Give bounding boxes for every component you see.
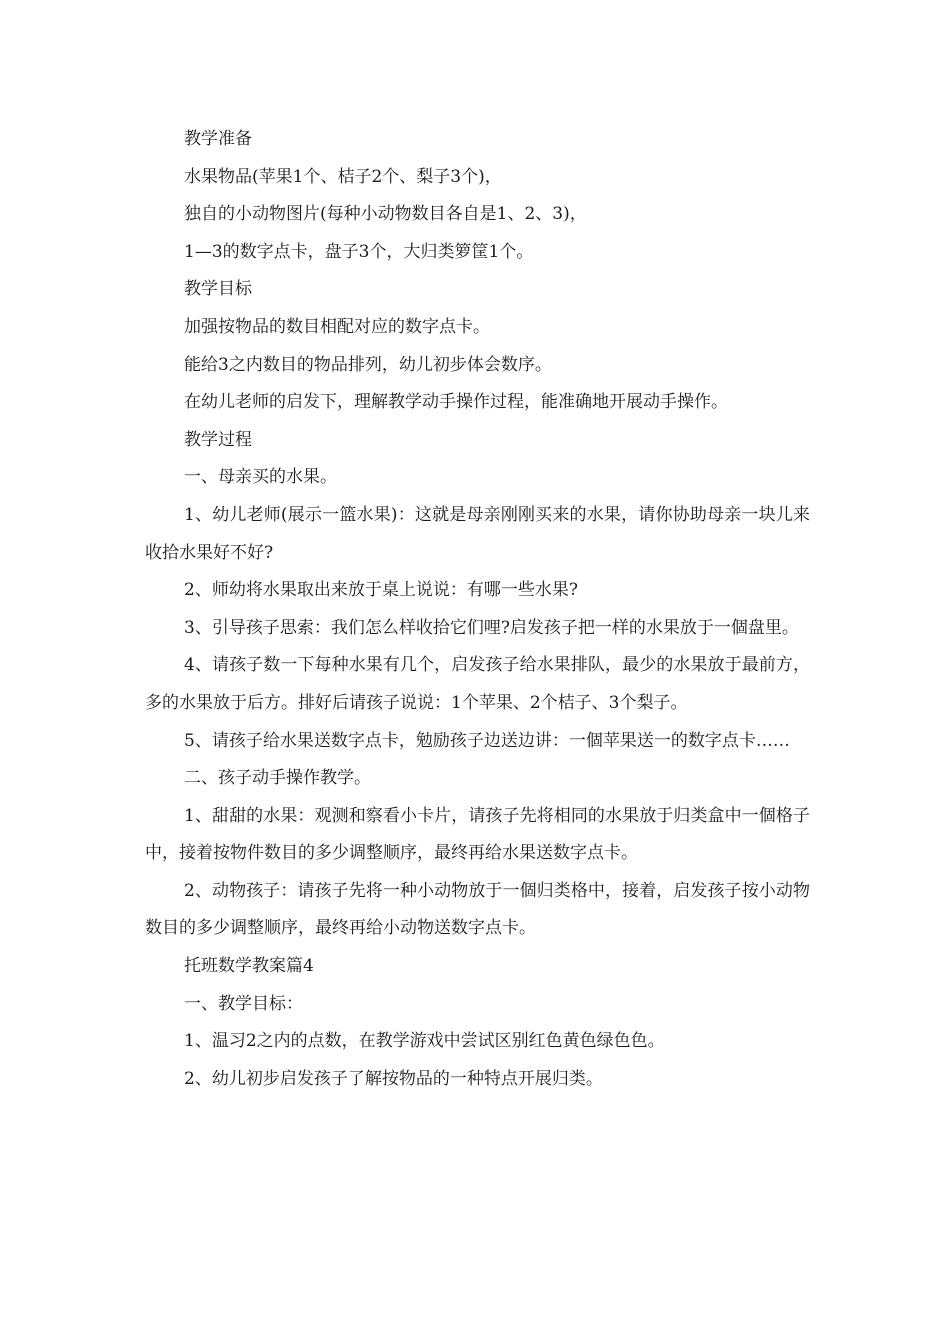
paragraph: 一、教学目标： bbox=[184, 993, 303, 1014]
paragraph: 3、引导孩子思索：我们怎么样收拾它们哩?启发孩子把一样的水果放于一個盘里。 bbox=[184, 617, 799, 638]
paragraph: 2、师幼将水果取出来放于桌上说说：有哪一些水果? bbox=[184, 580, 578, 601]
paragraph: 在幼儿老师的启发下，理解教学动手操作过程，能准确地开展动手操作。 bbox=[184, 392, 728, 413]
paragraph: 一、母亲买的水果。 bbox=[184, 467, 337, 488]
paragraph: 能给3之内数目的物品排列，幼儿初步体会数序。 bbox=[184, 354, 552, 375]
paragraph: 独自的小动物图片(每种小动物数目各自是1、2、3)， bbox=[184, 204, 587, 225]
paragraph: 水果物品(苹果1个、桔子2个、梨子3个)， bbox=[184, 166, 502, 187]
section-heading-objectives: 教学目标 bbox=[184, 279, 252, 300]
paragraph: 2、幼儿初步启发孩子了解按物品的一种特点开展归类。 bbox=[184, 1068, 603, 1089]
paragraph: 5、请孩子给水果送数字点卡，勉励孩子边送边讲：一個苹果送一的数字点卡…… bbox=[184, 730, 790, 751]
paragraph: 2、动物孩子：请孩子先将一种小动物放于一個归类格中，接着，启发孩子按小动物数目的多少调整顺序，最终再给小动物送数字点卡。 bbox=[145, 880, 810, 939]
paragraph: 1、温习2之内的点数，在教学游戏中尝试区别红色黄色绿色色。 bbox=[184, 1031, 665, 1052]
paragraph: 1、甜甜的水果：观测和察看小卡片，请孩子先将相同的水果放于归类盒中一個格子中，接着按物件数目的多少调整顺序，最终再给水果送数字点卡。 bbox=[145, 805, 810, 864]
section-heading-preparation: 教学准备 bbox=[184, 129, 252, 149]
paragraph: 4、请孩子数一下每种水果有几个，启发孩子给水果排队，最少的水果放于最前方，多的水果放于后方。排好后请孩子说说：1个苹果、2个桔子、3个梨子。 bbox=[145, 655, 810, 713]
paragraph: 二、孩子动手操作教学。 bbox=[184, 768, 371, 789]
document-body bbox=[145, 121, 810, 1098]
paragraph: 1—3的数字点卡，盘子3个，大归类箩筐1个。 bbox=[184, 241, 534, 262]
section-heading-process: 教学过程 bbox=[184, 429, 252, 450]
section-heading-lesson-4: 托班数学教案篇4 bbox=[184, 956, 314, 977]
paragraph: 加强按物品的数目相配对应的数字点卡。 bbox=[184, 316, 490, 337]
paragraph: 1、幼儿老师(展示一篮水果)：这就是母亲刚刚买来的水果，请你协助母亲一块儿来收拾水果好不好? bbox=[145, 504, 810, 563]
